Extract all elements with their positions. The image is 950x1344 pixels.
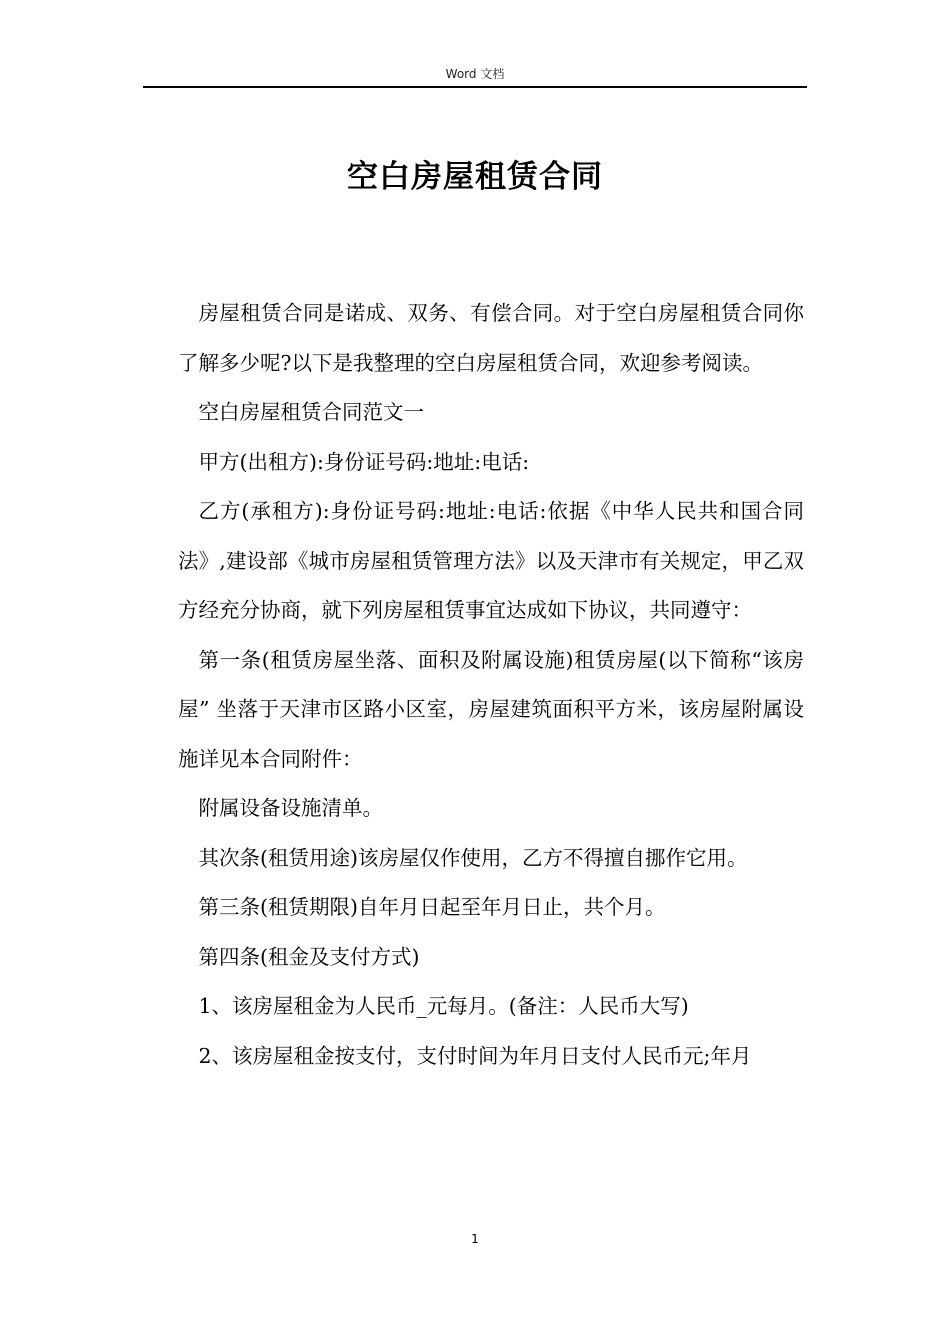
page-header-label: Word 文档 bbox=[445, 67, 505, 81]
header-divider bbox=[143, 86, 807, 88]
paragraph-article-2: 其次条(租赁用途)该房屋仅作使用，乙方不得擅自挪作它用。 bbox=[198, 845, 748, 870]
paragraph-facilities-list: 附属设备设施清单。 bbox=[198, 796, 383, 820]
page-number: 1 bbox=[471, 1232, 479, 1246]
paragraph-article-4: 第四条(租金及支付方式) bbox=[198, 944, 420, 969]
paragraph-party-a: 甲方(出租方):身份证号码:地址:电话: bbox=[198, 449, 530, 474]
paragraph-article-1: 第一条(租赁房屋坐落、面积及附属设施)租赁房屋(以下简称“该房屋” 坐落于天津市区路小区室，房屋建筑面积平方米，该房屋附属设施详见本合同附件： bbox=[178, 647, 804, 771]
paragraph-sample-heading: 空白房屋租赁合同范文一 bbox=[198, 400, 424, 424]
document-title: 空白房屋租赁合同 bbox=[347, 159, 603, 195]
document-body bbox=[178, 289, 804, 1081]
paragraph-article-3: 第三条(租赁期限)自年月日起至年月日止，共个月。 bbox=[198, 895, 666, 919]
paragraph-rent-item-2: 2、该房屋租金按支付，支付时间为年月日支付人民币元;年月 bbox=[198, 1043, 752, 1068]
paragraph-rent-item-1: 1、该房屋租金为人民币_元每月。(备注：人民币大写) bbox=[198, 994, 689, 1018]
paragraph-party-b: 乙方(承租方):身份证号码:地址:电话:依据《中华人民共和国合同法》,建设部《城市房屋租赁管理方法》以及天津市有关规定，甲乙双方经充分协商，就下列房屋租赁事宜达成如下协议，共同遵守： bbox=[178, 499, 804, 622]
paragraph-intro: 房屋租赁合同是诺成、双务、有偿合同。对于空白房屋租赁合同你了解多少呢?以下是我整理的空白房屋租赁合同，欢迎参考阅读。 bbox=[178, 301, 804, 375]
